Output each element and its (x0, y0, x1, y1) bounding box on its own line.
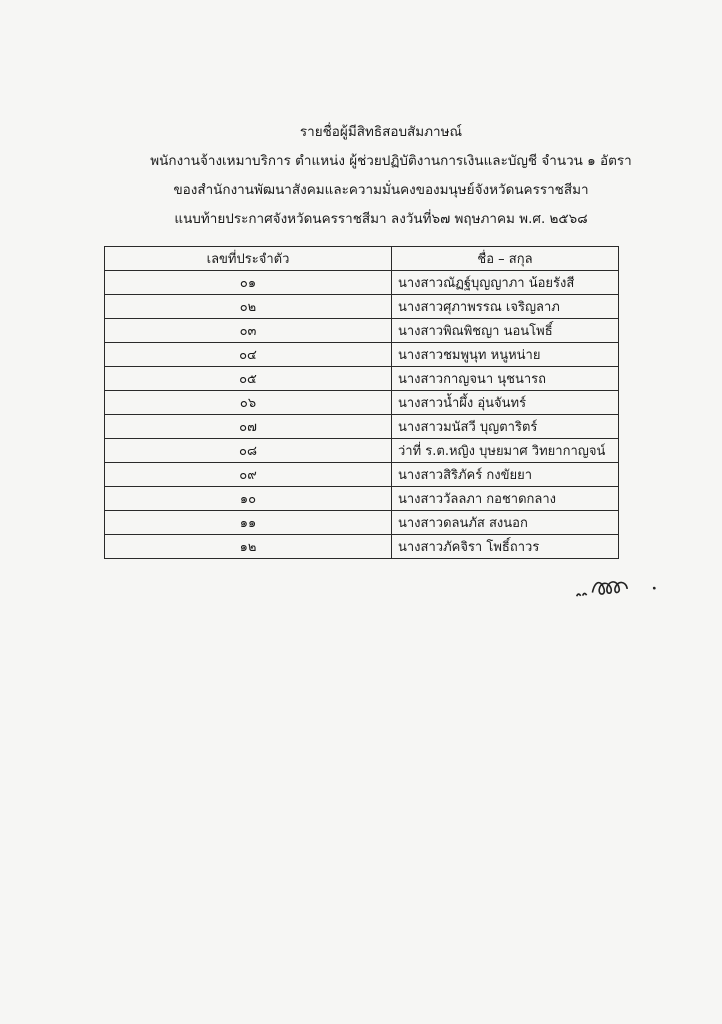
column-header-name: ชื่อ – สกุล (392, 247, 619, 271)
table-header-row (105, 247, 619, 271)
table-row (105, 271, 619, 295)
table-row (105, 439, 619, 463)
row-name: นางสาวน้ำผึ้ง อุ่นจันทร์ (392, 391, 619, 415)
table-row (105, 295, 619, 319)
row-id: ๐๓ (105, 319, 392, 343)
row-id: ๐๗ (105, 415, 392, 439)
row-name: นางสาวดลนภัส สงนอก (392, 511, 619, 535)
header-announcement: แนบท้ายประกาศจังหวัดนครราชสีมา ลงวันที่๖๗ พฤษภาคม พ.ศ. ๒๕๖๘ (174, 211, 588, 227)
table-row (105, 415, 619, 439)
row-name: นางสาวชมพูนุท หนูหน่าย (392, 343, 619, 367)
header-title: รายชื่อผู้มีสิทธิสอบสัมภาษณ์ (299, 124, 463, 140)
row-id: ๐๑ (105, 271, 392, 295)
table-row (105, 463, 619, 487)
table-row (105, 343, 619, 367)
row-id: ๐๒ (105, 295, 392, 319)
table-row (105, 487, 619, 511)
signature-scribble (570, 565, 663, 604)
row-id: ๐๔ (105, 343, 392, 367)
handwritten-signature (570, 565, 663, 609)
row-name: ว่าที่ ร.ต.หญิง บุษยมาศ วิทยากาญจน์ (392, 439, 619, 463)
document-header (0, 118, 722, 234)
header-office: ของสำนักงานพัฒนาสังคมและความมั่นคงของมนุษย์จังหวัดนครราชสีมา (173, 182, 589, 198)
row-name: นางสาวณัฏฐ์บุญญาภา น้อยรังสี (392, 271, 619, 295)
row-id: ๐๘ (105, 439, 392, 463)
row-name: นางสาววัลลภา กอชาดกลาง (392, 487, 619, 511)
candidate-table (104, 246, 619, 559)
row-id: ๐๖ (105, 391, 392, 415)
row-id: ๑๒ (105, 535, 392, 559)
row-id: ๐๙ (105, 463, 392, 487)
row-name: นางสาวศุภาพรรณ เจริญลาภ (392, 295, 619, 319)
row-name: นางสาวสิริภัคร์ กงขัยยา (392, 463, 619, 487)
column-header-id: เลขที่ประจำตัว (105, 247, 392, 271)
row-name: นางสาวมนัสวี บุญตาริตร์ (392, 415, 619, 439)
table-row (105, 367, 619, 391)
row-name: นางสาวภัคจิรา โพธิ์ถาวร (392, 535, 619, 559)
row-name: นางสาวกาญจนา นุชนารถ (392, 367, 619, 391)
header-position: พนักงานจ้างเหมาบริการ ตำแหน่ง ผู้ช่วยปฏิบัติงานการเงินและบัญชี จำนวน ๑ อัตรา (150, 153, 632, 169)
row-name: นางสาวพิณพิชญา นอนโพธิ์ (392, 319, 619, 343)
table-row (105, 511, 619, 535)
table-row (105, 535, 619, 559)
table-row (105, 391, 619, 415)
row-id: ๑๐ (105, 487, 392, 511)
table-row (105, 319, 619, 343)
row-id: ๑๑ (105, 511, 392, 535)
row-id: ๐๕ (105, 367, 392, 391)
